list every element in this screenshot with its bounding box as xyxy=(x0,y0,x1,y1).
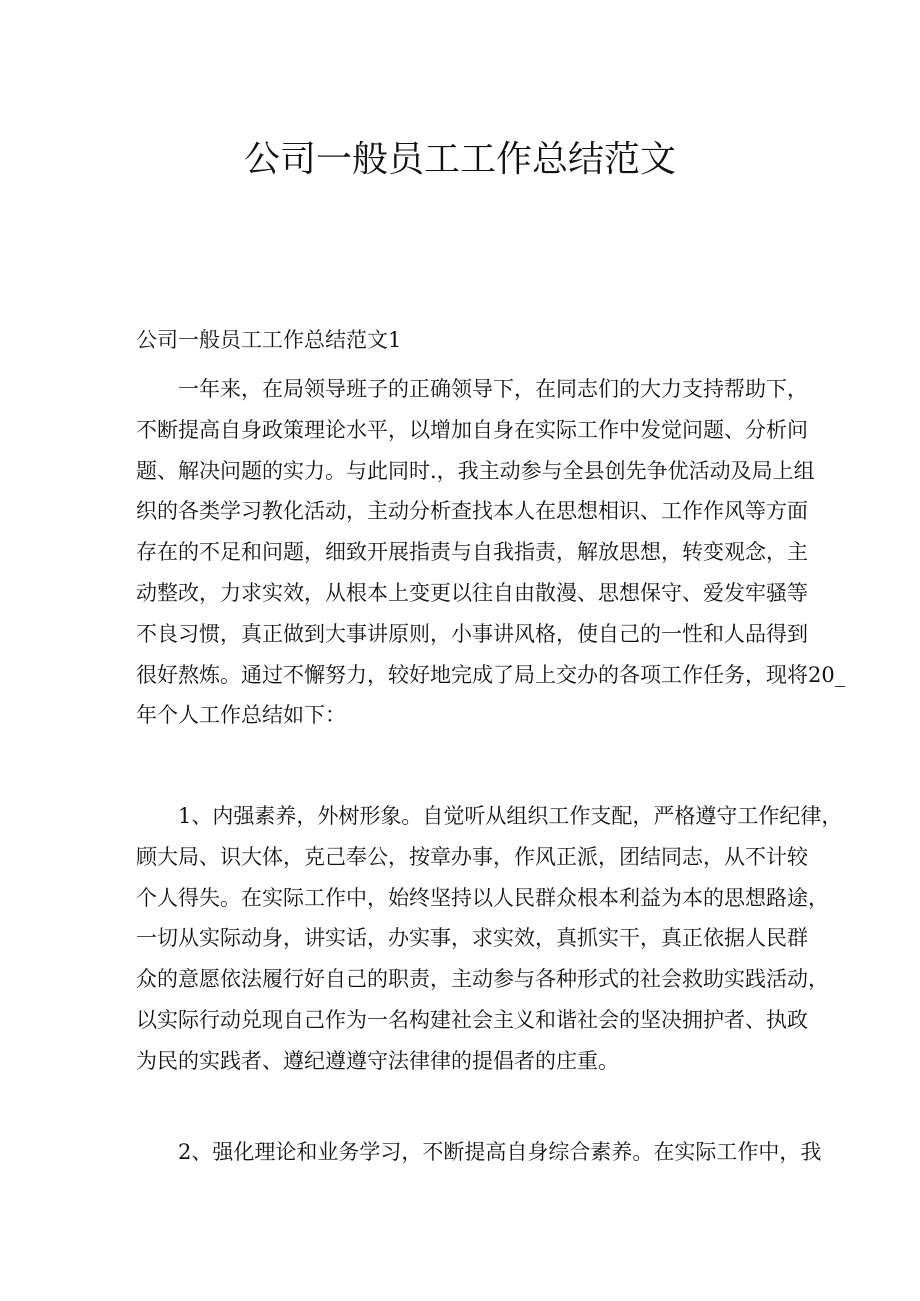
paragraph-line: 一年来，在局领导班子的正确领导下，在同志们的大力支持帮助下， xyxy=(178,377,808,401)
section-heading: 公司一般员工工作总结范文1 xyxy=(136,328,402,352)
paragraph-line: 题、解决问题的实力。与此同时.，我主动参与全县创先争优活动及局上组 xyxy=(136,458,815,483)
paragraph-line: 存在的不足和问题，细致开展指责与自我指责，解放思想，转变观念，主 xyxy=(136,540,808,565)
paragraph-line: 很好熬炼。通过不懈努力，较好地完成了局上交办的各项工作任务，现将20_ xyxy=(136,662,846,687)
paragraph-line: 个人得失。在实际工作中，始终坚持以人民群众根本利益为本的思想路途， xyxy=(136,885,829,910)
paragraph-line: 动整改，力求实效，从根本上变更以往自由散漫、思想保守、爱发牢骚等 xyxy=(136,580,808,605)
paragraph-line: 1、内强素养，外树形象。自觉听从组织工作支配，严格遵守工作纪律， xyxy=(178,804,843,828)
paragraph-line: 为民的实践者、遵纪遵遵守法律律的提倡者的庄重。 xyxy=(136,1048,619,1073)
paragraph-1 xyxy=(136,369,846,736)
paragraph-line: 年个人工作总结如下： xyxy=(136,703,346,728)
paragraph-line: 不良习惯，真正做到大事讲原则，小事讲风格，使自己的一性和人品得到 xyxy=(136,621,808,646)
paragraph-3 xyxy=(136,1132,822,1173)
paragraph-line: 顾大局、识大体，克己奉公，按章办事，作风正派，团结同志，从不计较 xyxy=(136,844,808,869)
paragraph-line: 织的各类学习教化活动，主动分析查找本人在思想相识、工作作风等方面 xyxy=(136,499,808,524)
paragraph-2 xyxy=(136,796,843,1082)
document-title: 公司一般员工工作总结范文 xyxy=(243,139,676,180)
paragraph-line: 以实际行动兑现自己作为一名构建社会主义和谐社会的坚决拥护者、执政 xyxy=(136,1007,808,1032)
paragraph-line: 不断提高自身政策理论水平，以增加自身在实际工作中发觉问题、分析问 xyxy=(136,417,808,442)
paragraph-line: 众的意愿依法履行好自己的职责，主动参与各种形式的社会救助实践活动， xyxy=(136,967,829,992)
paragraph-line: 一切从实际动身，讲实话，办实事，求实效，真抓实干，真正依据人民群 xyxy=(136,926,808,951)
paragraph-line: 2、强化理论和业务学习，不断提高自身综合素养。在实际工作中，我 xyxy=(178,1140,822,1164)
